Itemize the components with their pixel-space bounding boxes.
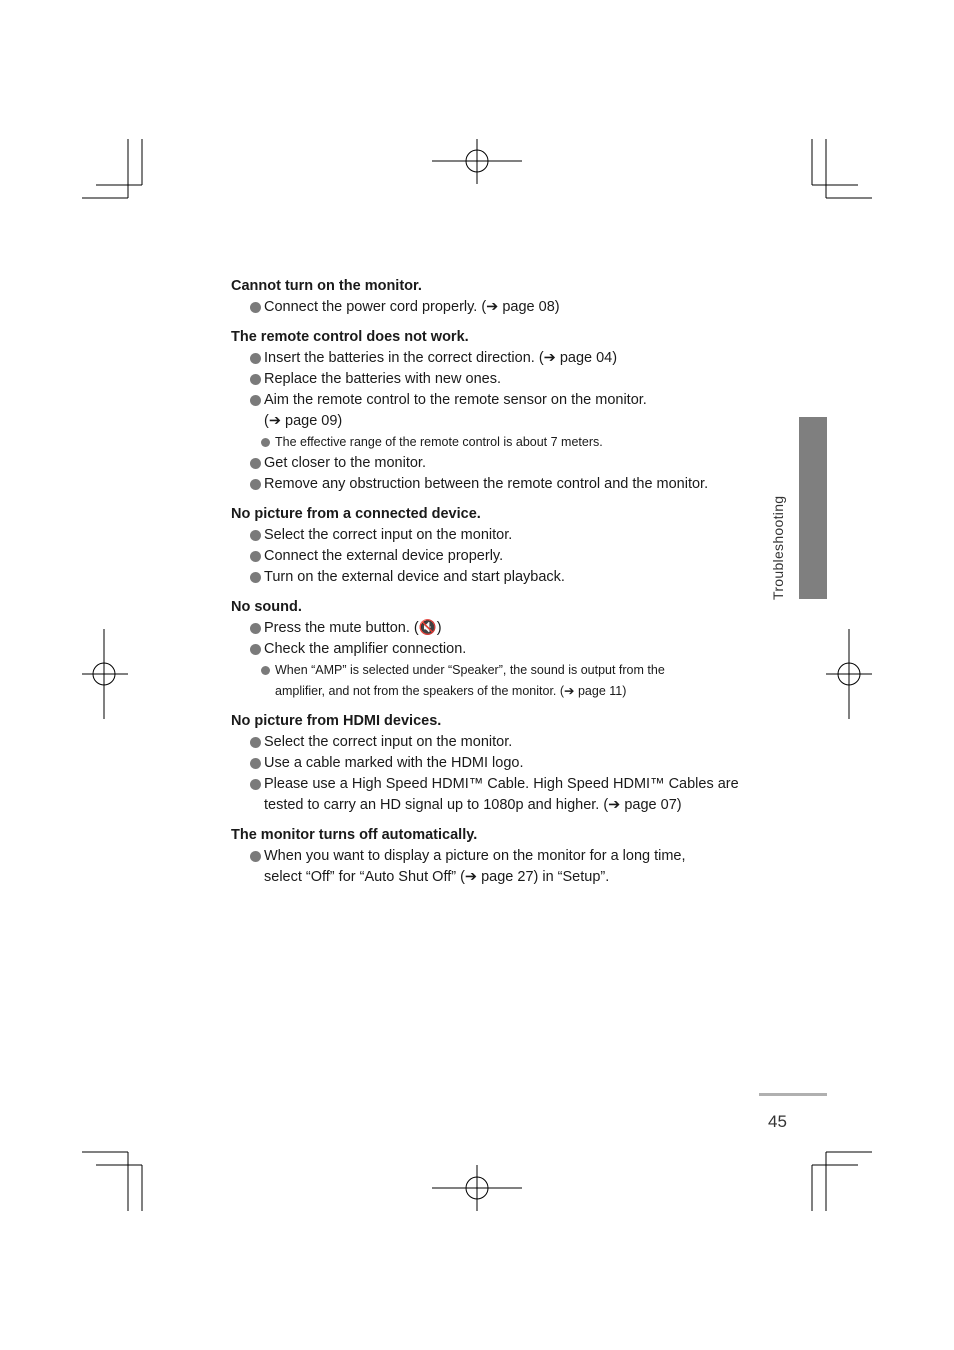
list-item: Aim the remote control to the remote sensor on the monitor. <box>231 390 751 411</box>
bullet-icon <box>250 779 261 790</box>
section-heading: The remote control does not work. <box>231 329 469 345</box>
list-item: Press the mute button. (🔇) <box>231 618 751 639</box>
section-cannot-turn-on <box>231 276 751 318</box>
note-item: The effective range of the remote control is about 7 meters. <box>231 432 751 453</box>
section-no-picture-device <box>231 504 751 588</box>
bullet-icon <box>250 353 261 364</box>
troubleshooting-content <box>231 276 751 897</box>
list-item: Connect the external device properly. <box>231 546 751 567</box>
chapter-tab <box>799 417 827 599</box>
section-heading: No picture from HDMI devices. <box>231 713 442 729</box>
section-heading: The monitor turns off automatically. <box>231 827 478 843</box>
bullet-icon <box>250 395 261 406</box>
list-item: Please use a High Speed HDMI™ Cable. High Speed HDMI™ Cables are <box>231 774 751 795</box>
list-item: Select the correct input on the monitor. <box>231 732 751 753</box>
bullet-icon <box>250 623 261 634</box>
bullet-icon <box>250 572 261 583</box>
list-item: Connect the power cord properly. (➔ page 08) <box>231 297 751 318</box>
list-item-continuation: select “Off” for “Auto Shut Off” (➔ page 27) in “Setup”. <box>264 869 610 885</box>
bullet-icon <box>250 374 261 385</box>
list-item-continuation: (➔ page 09) <box>264 413 343 429</box>
bullet-icon <box>250 851 261 862</box>
small-bullet-icon <box>261 666 270 675</box>
list-item: Get closer to the monitor. <box>231 453 751 474</box>
bullet-icon <box>250 530 261 541</box>
section-no-picture-hdmi <box>231 711 751 816</box>
bullet-icon <box>250 737 261 748</box>
list-item-continuation: tested to carry an HD signal up to 1080p and higher. (➔ page 07) <box>264 797 682 813</box>
list-item: Select the correct input on the monitor. <box>231 525 751 546</box>
list-item: Remove any obstruction between the remote control and the monitor. <box>231 474 751 495</box>
list-item: When you want to display a picture on the monitor for a long time, <box>231 846 751 867</box>
section-no-sound <box>231 597 751 702</box>
section-heading: No picture from a connected device. <box>231 506 481 522</box>
note-continuation: amplifier, and not from the speakers of the monitor. (➔ page 11) <box>275 684 627 698</box>
section-heading: Cannot turn on the monitor. <box>231 278 422 294</box>
list-item: Turn on the external device and start playback. <box>231 567 751 588</box>
section-remote-control <box>231 327 751 495</box>
bullet-icon <box>250 302 261 313</box>
chapter-tab-label: Troubleshooting <box>770 495 786 600</box>
bullet-icon <box>250 479 261 490</box>
small-bullet-icon <box>261 438 270 447</box>
bullet-icon <box>250 758 261 769</box>
page-number-rule <box>759 1093 827 1096</box>
section-auto-off <box>231 825 751 888</box>
section-heading: No sound. <box>231 599 302 615</box>
note-item: When “AMP” is selected under “Speaker”, the sound is output from the <box>231 660 751 681</box>
bullet-icon <box>250 644 261 655</box>
list-item: Insert the batteries in the correct direction. (➔ page 04) <box>231 348 751 369</box>
bullet-icon <box>250 551 261 562</box>
list-item: Check the amplifier connection. <box>231 639 751 660</box>
bullet-icon <box>250 458 261 469</box>
list-item: Replace the batteries with new ones. <box>231 369 751 390</box>
page-number: 45 <box>768 1112 787 1131</box>
list-item: Use a cable marked with the HDMI logo. <box>231 753 751 774</box>
